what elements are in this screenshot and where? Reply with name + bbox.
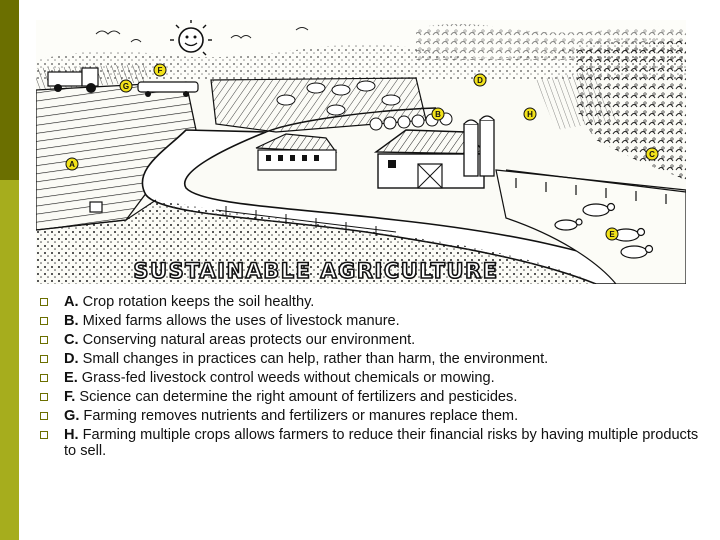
legend-list [40,294,700,462]
list-item [40,351,700,367]
legend-key: C. [64,332,79,348]
bullet-square-icon [40,412,48,420]
marker-e-label: E [609,230,615,239]
legend-key: F. [64,389,76,405]
illustration-title: SUSTAINABLE AGRICULTURE [133,259,499,283]
legend-text: Farming removes nutrients and fertilizers or manures replace them. [83,408,519,424]
legend-key: D. [64,351,79,367]
list-item [40,313,700,329]
legend-key: E. [64,370,78,386]
marker-f [154,64,166,76]
farmhouse-icon [256,134,336,170]
legend-text: Science can determine the right amount of fertilizers and pesticides. [79,389,518,405]
bullet-square-icon [40,298,48,306]
legend-key: H. [64,427,79,443]
legend-text: Conserving natural areas protects our environment. [82,332,416,348]
marker-a [66,158,78,170]
marker-h [524,108,536,120]
list-item [40,332,700,348]
marker-e [606,228,618,240]
bullet-square-icon [40,317,48,325]
marker-g [120,80,132,92]
bullet-square-icon [40,393,48,401]
bullet-square-icon [40,355,48,363]
legend-text: Farming multiple crops allows farmers to reduce their financial risks by having multiple products to sell. [64,427,699,459]
marker-f-label: F [157,66,163,75]
marker-d-label: D [477,76,483,85]
marker-g-label: G [122,82,130,91]
legend-key: B. [64,313,79,329]
marker-a-label: A [69,160,75,169]
sidebar-accent-dark [0,0,19,180]
legend-key: A. [64,294,79,310]
list-item [40,408,700,424]
legend-text: Small changes in practices can help, rather than harm, the environment. [82,351,549,367]
marker-b [432,108,444,120]
legend-text: Grass-fed livestock control weeds without chemicals or mowing. [81,370,495,386]
list-item [40,389,700,405]
farm-drawing [36,20,686,284]
marker-c [646,148,658,160]
bullet-square-icon [40,336,48,344]
marker-c-label: C [649,150,655,159]
legend-key: G. [64,408,80,424]
marker-d [474,74,486,86]
marker-b-label: B [435,110,441,119]
bullet-square-icon [40,374,48,382]
farm-illustration [36,20,686,284]
legend-text: Mixed farms allows the uses of livestock manure. [82,313,400,329]
list-item [40,427,700,459]
legend-text: Crop rotation keeps the soil healthy. [82,294,315,310]
sidebar-accent-light [0,180,19,540]
bullet-square-icon [40,431,48,439]
marker-h-label: H [527,110,533,119]
list-item [40,370,700,386]
list-item [40,294,700,310]
